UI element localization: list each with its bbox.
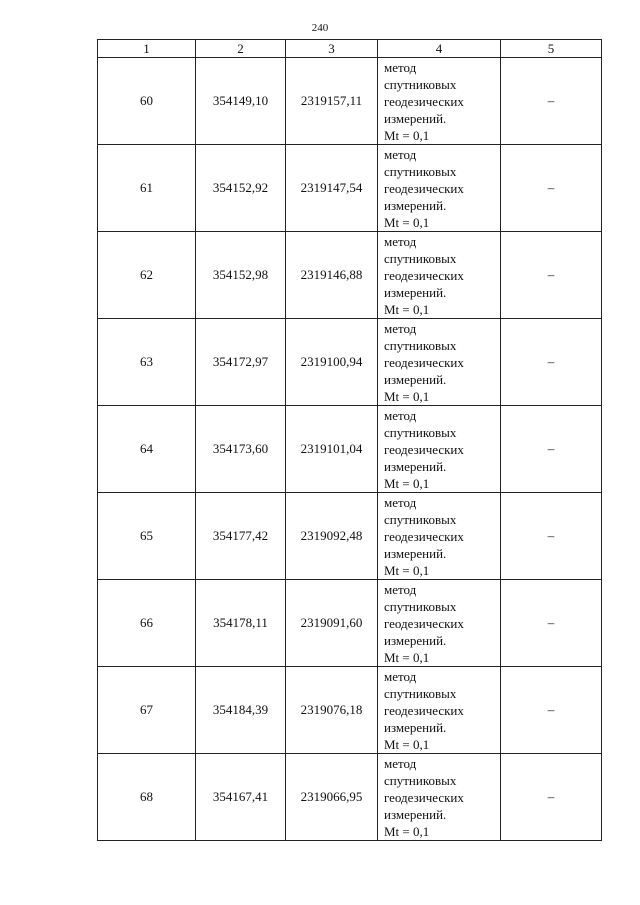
method-cell xyxy=(378,754,501,841)
method-line: метод xyxy=(384,668,417,684)
coordinate-x-cell: 354149,10 xyxy=(196,58,286,145)
method-cell xyxy=(378,580,501,667)
coordinate-x-cell: 354177,42 xyxy=(196,493,286,580)
method-line: спутниковых xyxy=(384,250,457,266)
method-line: метод xyxy=(384,146,417,162)
method-cell xyxy=(378,493,501,580)
method-line: Mt = 0,1 xyxy=(384,823,430,839)
method-line: метод xyxy=(384,233,417,249)
coordinate-y-cell: 2319100,94 xyxy=(286,319,378,406)
method-line: метод xyxy=(384,581,417,597)
method-line: геодезических xyxy=(384,702,464,718)
method-line: спутниковых xyxy=(384,511,457,527)
point-number-cell: 62 xyxy=(98,232,196,319)
point-number-cell: 61 xyxy=(98,145,196,232)
method-line: измерений. xyxy=(384,284,447,300)
coordinate-x-cell: 354184,39 xyxy=(196,667,286,754)
method-line: измерений. xyxy=(384,719,447,735)
coordinate-y-cell: 2319092,48 xyxy=(286,493,378,580)
note-cell: – xyxy=(501,58,602,145)
column-header: 1 xyxy=(98,40,196,58)
method-line: геодезических xyxy=(384,528,464,544)
method-line: Mt = 0,1 xyxy=(384,301,430,317)
coordinates-table xyxy=(97,39,602,841)
coordinate-x-cell: 354167,41 xyxy=(196,754,286,841)
method-line: геодезических xyxy=(384,93,464,109)
table-row xyxy=(98,58,602,145)
coordinate-x-cell: 354173,60 xyxy=(196,406,286,493)
column-header: 4 xyxy=(378,40,501,58)
method-line: спутниковых xyxy=(384,598,457,614)
coordinate-y-cell: 2319157,11 xyxy=(286,58,378,145)
method-line: спутниковых xyxy=(384,685,457,701)
method-line: измерений. xyxy=(384,545,447,561)
method-line: измерений. xyxy=(384,197,447,213)
method-cell xyxy=(378,667,501,754)
method-line: Mt = 0,1 xyxy=(384,475,430,491)
point-number-cell: 65 xyxy=(98,493,196,580)
coordinate-y-cell: 2319147,54 xyxy=(286,145,378,232)
table-row xyxy=(98,754,602,841)
column-header: 5 xyxy=(501,40,602,58)
coordinate-x-cell: 354152,92 xyxy=(196,145,286,232)
note-cell: – xyxy=(501,406,602,493)
note-cell: – xyxy=(501,493,602,580)
table-row xyxy=(98,580,602,667)
point-number-cell: 67 xyxy=(98,667,196,754)
method-line: геодезических xyxy=(384,267,464,283)
method-cell xyxy=(378,232,501,319)
coordinate-y-cell: 2319091,60 xyxy=(286,580,378,667)
method-line: измерений. xyxy=(384,806,447,822)
method-line: геодезических xyxy=(384,180,464,196)
table-row xyxy=(98,667,602,754)
point-number-cell: 68 xyxy=(98,754,196,841)
coordinate-x-cell: 354172,97 xyxy=(196,319,286,406)
method-line: метод xyxy=(384,407,417,423)
method-line: спутниковых xyxy=(384,337,457,353)
column-header: 3 xyxy=(286,40,378,58)
point-number-cell: 60 xyxy=(98,58,196,145)
method-line: Mt = 0,1 xyxy=(384,127,430,143)
coordinate-x-cell: 354152,98 xyxy=(196,232,286,319)
method-cell xyxy=(378,406,501,493)
note-cell: – xyxy=(501,145,602,232)
method-line: Mt = 0,1 xyxy=(384,736,430,752)
method-cell xyxy=(378,319,501,406)
table-header-row xyxy=(98,40,602,58)
point-number-cell: 66 xyxy=(98,580,196,667)
note-cell: – xyxy=(501,754,602,841)
method-line: метод xyxy=(384,320,417,336)
method-line: геодезических xyxy=(384,354,464,370)
coordinate-y-cell: 2319076,18 xyxy=(286,667,378,754)
method-line: метод xyxy=(384,755,417,771)
coordinate-y-cell: 2319066,95 xyxy=(286,754,378,841)
table-row xyxy=(98,493,602,580)
table-row xyxy=(98,232,602,319)
note-cell: – xyxy=(501,580,602,667)
method-cell xyxy=(378,145,501,232)
method-line: Mt = 0,1 xyxy=(384,388,430,404)
method-line: метод xyxy=(384,494,417,510)
method-line: Mt = 0,1 xyxy=(384,562,430,578)
method-line: измерений. xyxy=(384,371,447,387)
note-cell: – xyxy=(501,667,602,754)
method-line: геодезических xyxy=(384,615,464,631)
method-line: геодезических xyxy=(384,789,464,805)
note-cell: – xyxy=(501,232,602,319)
method-line: Mt = 0,1 xyxy=(384,649,430,665)
note-cell: – xyxy=(501,319,602,406)
column-header: 2 xyxy=(196,40,286,58)
method-cell xyxy=(378,58,501,145)
method-line: измерений. xyxy=(384,458,447,474)
table-row xyxy=(98,145,602,232)
method-line: измерений. xyxy=(384,632,447,648)
method-line: Mt = 0,1 xyxy=(384,214,430,230)
method-line: спутниковых xyxy=(384,772,457,788)
point-number-cell: 64 xyxy=(98,406,196,493)
coordinate-x-cell: 354178,11 xyxy=(196,580,286,667)
method-line: метод xyxy=(384,59,417,75)
method-line: спутниковых xyxy=(384,163,457,179)
coordinate-y-cell: 2319146,88 xyxy=(286,232,378,319)
point-number-cell: 63 xyxy=(98,319,196,406)
coordinate-y-cell: 2319101,04 xyxy=(286,406,378,493)
method-line: геодезических xyxy=(384,441,464,457)
method-line: измерений. xyxy=(384,110,447,126)
table-row xyxy=(98,406,602,493)
method-line: спутниковых xyxy=(384,424,457,440)
method-line: спутниковых xyxy=(384,76,457,92)
page-number: 240 xyxy=(311,22,329,34)
table-row xyxy=(98,319,602,406)
